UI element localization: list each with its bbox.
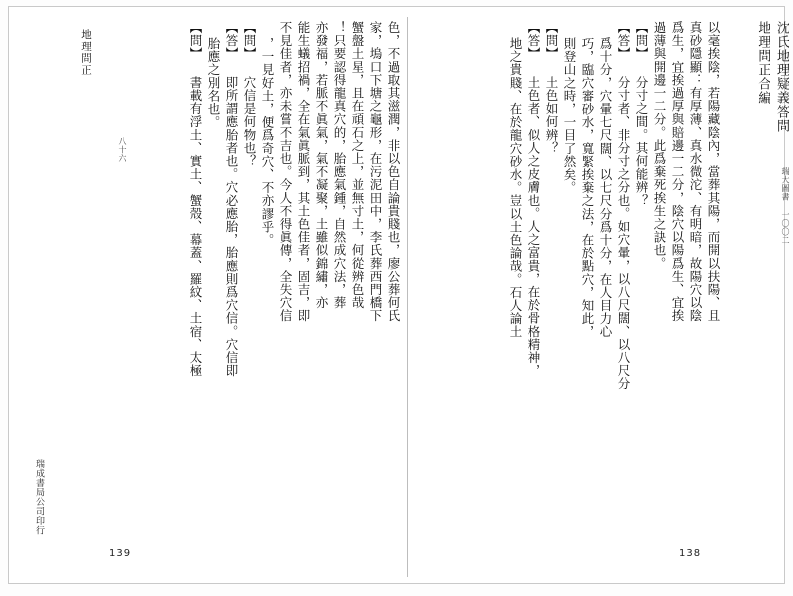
text-column: ！只要認得龍真穴的，胎應氣鍾，自然成穴法，葬 xyxy=(332,21,347,310)
left-page-text-columns xyxy=(21,17,403,577)
paper-area xyxy=(8,6,790,584)
text-column: 巧，臨穴審砂水，寬緊挨棄之法，在於點穴，知此， xyxy=(580,37,595,339)
text-column-question: 【問】 穴信是何物也？ xyxy=(242,21,257,168)
publisher-imprint: 瑞成書局公司印行 xyxy=(34,459,44,535)
page-gutter-line xyxy=(407,17,408,577)
text-column: 色，不過取其滋潤，非以色自論貴賤也，廖公葬何氏 xyxy=(386,21,401,323)
text-column: 爲生，宜挨過厚與賠邊一二分，陰穴以陽爲生、宜挨 xyxy=(670,21,685,323)
text-column: 爲十分，穴暈七尺闊、以七尺分爲十分，在人目力心 xyxy=(598,37,613,339)
text-column-answer: 【答】 土色者、似人之皮膚也。人之富貴，在於骨格精神， xyxy=(526,21,541,378)
text-column: 以毫挨陰，若陽藏陰內，當葬其陽，而開以扶陽、且 xyxy=(706,21,721,323)
text-column: 家，塢口下塘之龜形，在污泥田中，李氏葬西門橋下 xyxy=(368,21,383,323)
text-column: 蟹盤土星，且在頑石之上，並無寸土，何從辨色哉 xyxy=(350,21,365,310)
running-head-left: 地理問正 xyxy=(80,29,92,76)
text-column: 不見佳者，亦未嘗不吉也。今人不得眞傳，全失穴信 xyxy=(278,21,293,323)
page-right xyxy=(411,17,793,577)
text-column-question: 【問】 分寸之間。其何能辨？ xyxy=(634,21,649,207)
book-title-main: 沈氏地理疑義答問 xyxy=(774,21,789,133)
right-page-text-columns xyxy=(411,17,793,577)
page-number-left: 139 xyxy=(109,548,132,559)
text-column-answer: 【答】 分寸者、非分寸之分也。如穴暈，以八尺闊、以八尺分 xyxy=(616,21,631,391)
text-column: ，一見好土，便爲奇穴、不亦謬乎。 xyxy=(260,37,275,247)
page-left xyxy=(21,17,403,577)
left-page-folio-note: 八十六 xyxy=(118,137,127,163)
text-column: 地之貴賤、在於龍穴砂水。豈以土色論哉。石人論土 xyxy=(508,37,523,339)
text-column: 過薄與開邊一二分。此爲棄死挨生之訣也。 xyxy=(652,21,667,270)
text-column-answer: 【答】 即所謂應胎者也。穴必應胎，胎應則爲穴信。穴信即 xyxy=(224,21,239,378)
book-title-sub: 地理問正合編 xyxy=(755,21,771,105)
text-column-question: 【問】 土色如何辨？ xyxy=(544,21,559,155)
text-column: 亦發福，若脈不眞氣，氣不凝聚，土雖似錦繡，亦 xyxy=(314,21,329,310)
text-column-question: 【問】 書載有浮土、實土、蟹殼、幕蓋、羅紋、土宿、太極 xyxy=(188,21,203,378)
page-number-right: 138 xyxy=(679,548,702,559)
text-column: 則登山之時，一目了然矣。 xyxy=(562,37,577,195)
text-column: 胎應之別名也。 xyxy=(206,37,221,129)
text-column: 真砂隱顯：有厚薄、真水微沱、有明暗，故陽穴以陰 xyxy=(688,21,703,323)
right-page-side-note: 瑞大圖書 一〇〇二 xyxy=(781,167,790,245)
text-column: 能生蟻招禍，全在氣眞脈到，其土色佳者，固吉，即 xyxy=(296,21,311,323)
